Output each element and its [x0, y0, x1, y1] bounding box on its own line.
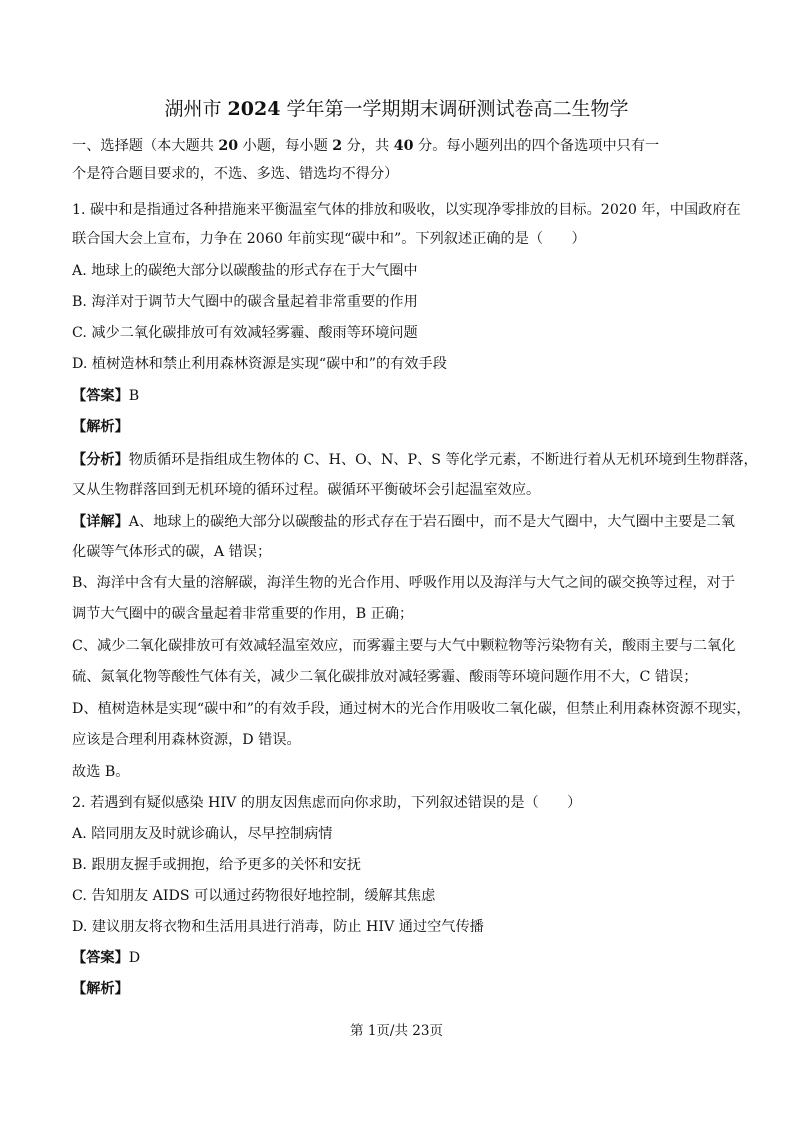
q1-fenxi-cont: 又从生物群落回到无机环境的循环过程。碳循环平衡破坏会引起温室效应。 [72, 482, 541, 498]
q2-option-d: D. 建议朋友将衣物和生活用具进行消毒，防止 HIV 通过空气传播 [72, 919, 484, 935]
q1-detail-line: 调节大气圈中的碳含量起着非常重要的作用，B 正确； [72, 606, 414, 622]
q1-option-a: A. 地球上的碳绝大部分以碳酸盐的形式存在于大气圈中 [72, 263, 418, 279]
q1-detail-line: D、植树造林是实现“碳中和”的有效手段，通过树木的光合作用吸收二氧化碳，但禁止利用森林资源不现实， [72, 701, 751, 717]
q1-detail-line: 应该是合理利用森林资源，D 错误。 [72, 732, 301, 748]
q1-detail-line: 硫、氮氧化物等酸性气体有关，减少二氧化碳排放对减轻雾霾、酸雨等环境问题作用不大，C 错误； [72, 669, 698, 685]
q2-answer: 【答案】D [72, 950, 141, 966]
q2-analysis-label: 【解析】 [72, 981, 129, 997]
section-instructions-cont: 个是符合题目要求的，不选、多选、错选均不得分） [72, 166, 399, 182]
q2-option-c: C. 告知朋友 AIDS 可以通过药物很好地控制，缓解其焦虑 [72, 888, 436, 904]
q1-fenxi: 【分析】物质循环是指组成生物体的 C、H、O、N、P、S 等化学元素，不断进行着从无机环境到生物群落， [72, 452, 758, 468]
q2-option-b: B. 跟朋友握手或拥抱，给予更多的关怀和安抚 [72, 857, 362, 873]
q1-detail-line: 化碳等气体形式的碳，A 错误； [72, 544, 272, 560]
q2-stem: 2. 若遇到有疑似感染 HIV 的朋友因焦虑而向你求助，下列叙述错误的是（ ） [72, 795, 582, 811]
q1-conclusion: 故选 B。 [72, 764, 130, 780]
q1-detail-line: B、海洋中含有大量的溶解碳，海洋生物的光合作用、呼吸作用以及海洋与大气之间的碳交换等过程，对于 [72, 575, 736, 591]
page-footer: 第 1页/共 23页 [350, 1023, 443, 1039]
q1-answer: 【答案】B [72, 388, 140, 404]
q1-analysis-label: 【解析】 [72, 419, 129, 435]
q1-xiangjie: 【详解】A、地球上的碳绝大部分以碳酸盐的形式存在于岩石圈中，而不是大气圈中，大气圈中主要是二氧 [72, 514, 735, 530]
q2-option-a: A. 陪同朋友及时就诊确认，尽早控制病情 [72, 826, 333, 842]
q1-stem-cont: 联合国大会上宣布，力争在 2060 年前实现“碳中和”。下列叙述正确的是（ ） [72, 231, 586, 247]
section-instructions: 一、选择题（本大题共 20 小题，每小题 2 分，共 40 分。每小题列出的四个备选项中只有一 [72, 138, 660, 154]
q1-option-c: C. 减少二氧化碳排放可有效减轻雾霾、酸雨等环境问题 [72, 325, 418, 341]
q1-stem: 1. 碳中和是指通过各种措施来平衡温室气体的排放和吸收，以实现净零排放的目标。2020 年，中国政府在 [72, 202, 741, 218]
page-title: 湖州市 2024 学年第一学期期末调研测试卷高二生物学 [164, 98, 629, 120]
q1-option-d: D. 植树造林和禁止利用森林资源是实现“碳中和”的有效手段 [72, 356, 447, 372]
q1-detail-line: C、减少二氧化碳排放可有效减轻温室效应，而雾霾主要与大气中颗粒物等污染物有关，酸雨主要与二氧化 [72, 638, 736, 654]
q1-option-b: B. 海洋对于调节大气圈中的碳含量起着非常重要的作用 [72, 294, 418, 310]
